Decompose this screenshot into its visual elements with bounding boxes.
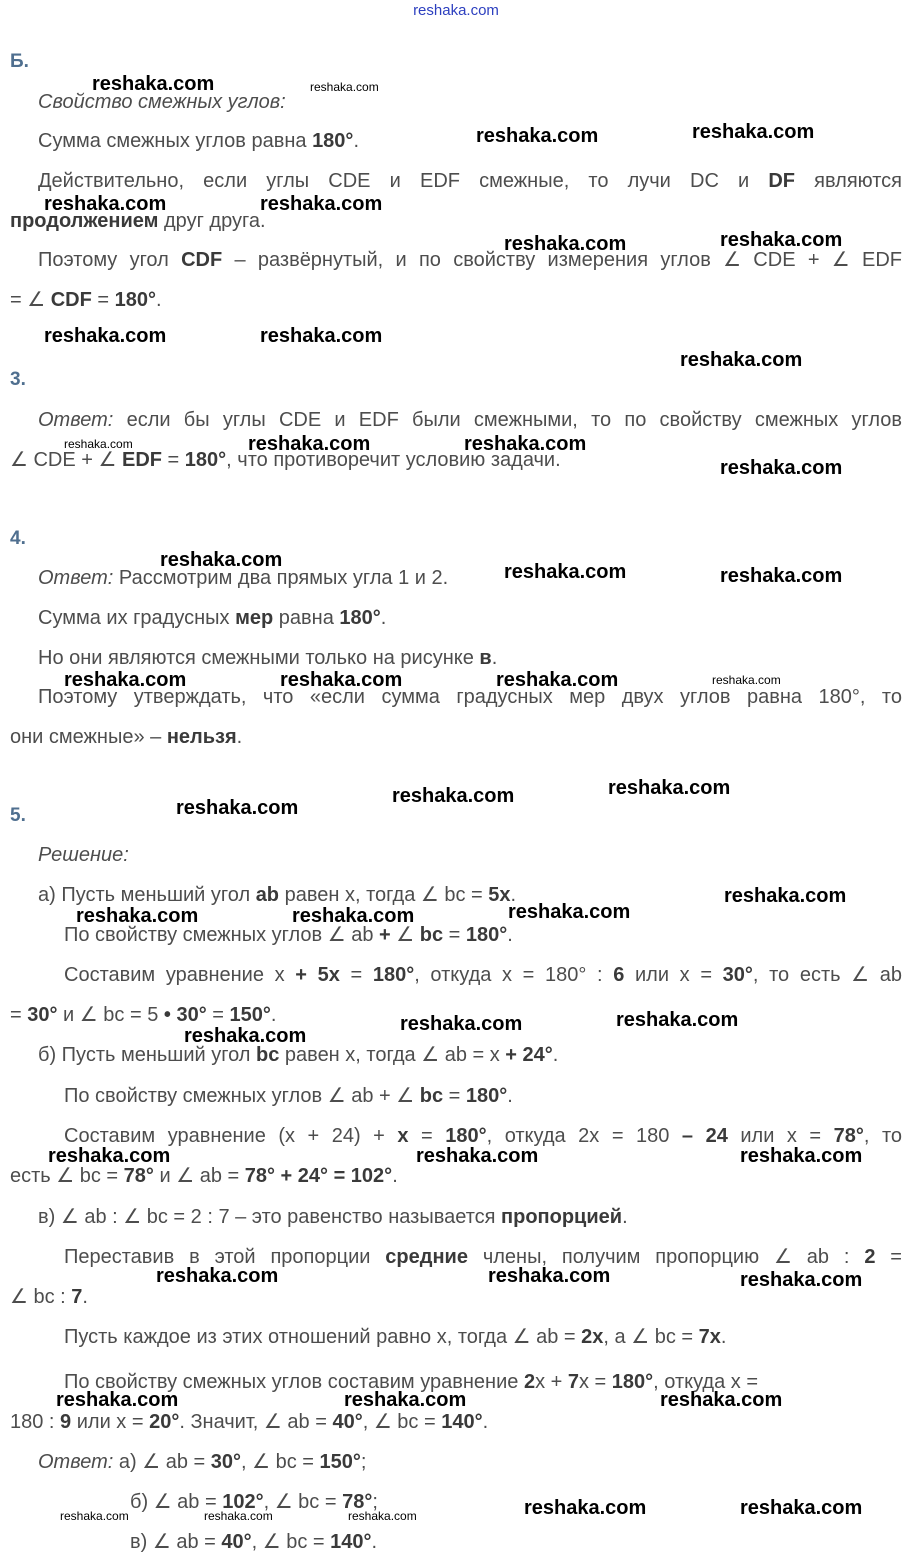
- watermark: reshaka.com: [92, 73, 215, 95]
- text-line: они смежные» – нельзя.: [10, 726, 243, 748]
- section-3-number: 3.: [10, 369, 26, 390]
- watermark: reshaka.com: [712, 673, 781, 687]
- watermark: reshaka.com: [740, 1269, 863, 1291]
- text-line: Поэтому утверждать, что «если сумма градусных мер двух углов равна 180°, то: [38, 686, 902, 708]
- watermark: reshaka.com: [310, 80, 379, 94]
- section-b-number: Б.: [10, 51, 29, 72]
- watermark: reshaka.com: [504, 561, 627, 583]
- text-line: Сумма их градусных мер равна 180°.: [38, 607, 387, 629]
- watermark: reshaka.com: [48, 1145, 171, 1167]
- watermark: reshaka.com: [204, 1509, 273, 1523]
- watermark: reshaka.com: [64, 669, 187, 691]
- answer-line: Ответ: а) ∠ ab = 30°, ∠ bc = 150°;: [38, 1451, 367, 1473]
- watermark: reshaka.com: [660, 1389, 783, 1411]
- watermark: reshaka.com: [724, 885, 847, 907]
- text-line: Переставив в этой пропорции средние члены, получим пропорцию ∠ ab : 2 =: [64, 1246, 902, 1268]
- watermark: reshaka.com: [44, 325, 167, 347]
- watermark: reshaka.com: [740, 1497, 863, 1519]
- text-line: По свойству смежных углов ∠ ab + ∠ bc = 180°.: [64, 924, 513, 946]
- text-line: Но они являются смежными только на рисунке в.: [38, 647, 498, 669]
- watermark: reshaka.com: [608, 777, 731, 799]
- text-line: Действительно, если углы CDE и EDF смежные, то лучи DC и DF являются: [38, 170, 902, 192]
- watermark: reshaka.com: [504, 233, 627, 255]
- watermark: reshaka.com: [680, 349, 803, 371]
- watermark: reshaka.com: [524, 1497, 647, 1519]
- text-line: а) Пусть меньший угол ab равен x, тогда ∠ bc = 5x.: [38, 884, 517, 906]
- text-line: По свойству смежных углов составим уравнение 2x + 7x = 180°, откуда x =: [64, 1371, 759, 1393]
- watermark: reshaka.com: [392, 785, 515, 807]
- watermark: reshaka.com: [344, 1389, 467, 1411]
- watermark: reshaka.com: [280, 669, 403, 691]
- watermark: reshaka.com: [476, 125, 599, 147]
- answer-label: Ответ:: [38, 409, 114, 431]
- text-line: Составим уравнение (x + 24) + x = 180°, откуда 2x = 180 – 24 или x = 78°, то: [64, 1125, 903, 1147]
- text-line: продолжением друг друга.: [10, 210, 266, 232]
- watermark: reshaka.com: [184, 1025, 307, 1047]
- watermark: reshaka.com: [488, 1265, 611, 1287]
- property-heading: Свойство смежных углов:: [38, 91, 286, 113]
- watermark: reshaka.com: [464, 433, 587, 455]
- section-5-number: 5.: [10, 805, 26, 826]
- watermark: reshaka.com: [508, 901, 631, 923]
- watermark: reshaka.com: [720, 457, 843, 479]
- text-line: Сумма смежных углов равна 180°.: [38, 130, 359, 152]
- watermark: reshaka.com: [400, 1013, 523, 1035]
- answer-line: б) ∠ ab = 102°, ∠ bc = 78°;: [130, 1491, 378, 1513]
- top-watermark: reshaka.com: [413, 2, 499, 19]
- text-line: ∠ bc : 7.: [10, 1286, 88, 1308]
- watermark: reshaka.com: [156, 1265, 279, 1287]
- text-line: Составим уравнение x + 5x = 180°, откуда x = 180° : 6 или x = 30°, то есть ∠ ab: [64, 964, 902, 986]
- watermark: reshaka.com: [720, 229, 843, 251]
- answer-line: в) ∠ ab = 40°, ∠ bc = 140°.: [130, 1531, 378, 1553]
- text-line: = 30° и ∠ bc = 5 • 30° = 150°.: [10, 1004, 277, 1026]
- answer-label: Ответ:: [38, 1451, 114, 1473]
- watermark: reshaka.com: [76, 905, 199, 927]
- watermark: reshaka.com: [176, 797, 299, 819]
- watermark: reshaka.com: [60, 1509, 129, 1523]
- watermark: reshaka.com: [740, 1145, 863, 1167]
- watermark: reshaka.com: [616, 1009, 739, 1031]
- watermark: reshaka.com: [496, 669, 619, 691]
- watermark: reshaka.com: [248, 433, 371, 455]
- text-line: в) ∠ ab : ∠ bc = 2 : 7 – это равенство называется пропорцией.: [38, 1206, 628, 1228]
- text-line: есть ∠ bc = 78° и ∠ ab = 78° + 24° = 102°.: [10, 1165, 398, 1187]
- watermark: reshaka.com: [260, 325, 383, 347]
- answer-label: Ответ:: [38, 567, 114, 589]
- watermark: reshaka.com: [64, 437, 133, 451]
- watermark: reshaka.com: [348, 1509, 417, 1523]
- watermark: reshaka.com: [44, 193, 167, 215]
- watermark: reshaka.com: [416, 1145, 539, 1167]
- text-line: б) Пусть меньший угол bc равен x, тогда ∠ ab = x + 24°.: [38, 1044, 559, 1066]
- watermark: reshaka.com: [160, 549, 283, 571]
- text-line: 180 : 9 или x = 20°. Значит, ∠ ab = 40°, ∠ bc = 140°.: [10, 1411, 489, 1433]
- text-line: = ∠ CDF = 180°.: [10, 289, 162, 311]
- watermark: reshaka.com: [692, 121, 815, 143]
- text-line: Ответ: если бы углы CDE и EDF были смежными, то по свойству смежных углов: [38, 409, 902, 431]
- watermark: reshaka.com: [260, 193, 383, 215]
- watermark: reshaka.com: [720, 565, 843, 587]
- solution-heading: Решение:: [38, 844, 129, 866]
- text-line: Поэтому угол CDF – развёрнутый, и по свойству измерения углов ∠ CDE + ∠ EDF: [38, 249, 902, 271]
- text-line: ∠ CDE + ∠ EDF = 180°, что противоречит условию задачи.: [10, 449, 561, 471]
- section-4-number: 4.: [10, 528, 26, 549]
- watermark: reshaka.com: [56, 1389, 179, 1411]
- watermark: reshaka.com: [292, 905, 415, 927]
- text-line: Ответ: Рассмотрим два прямых угла 1 и 2.: [38, 567, 449, 589]
- text-line: По свойству смежных углов ∠ ab + ∠ bc = 180°.: [64, 1085, 513, 1107]
- text-line: Пусть каждое из этих отношений равно x, тогда ∠ ab = 2x, а ∠ bc = 7x.: [64, 1326, 727, 1348]
